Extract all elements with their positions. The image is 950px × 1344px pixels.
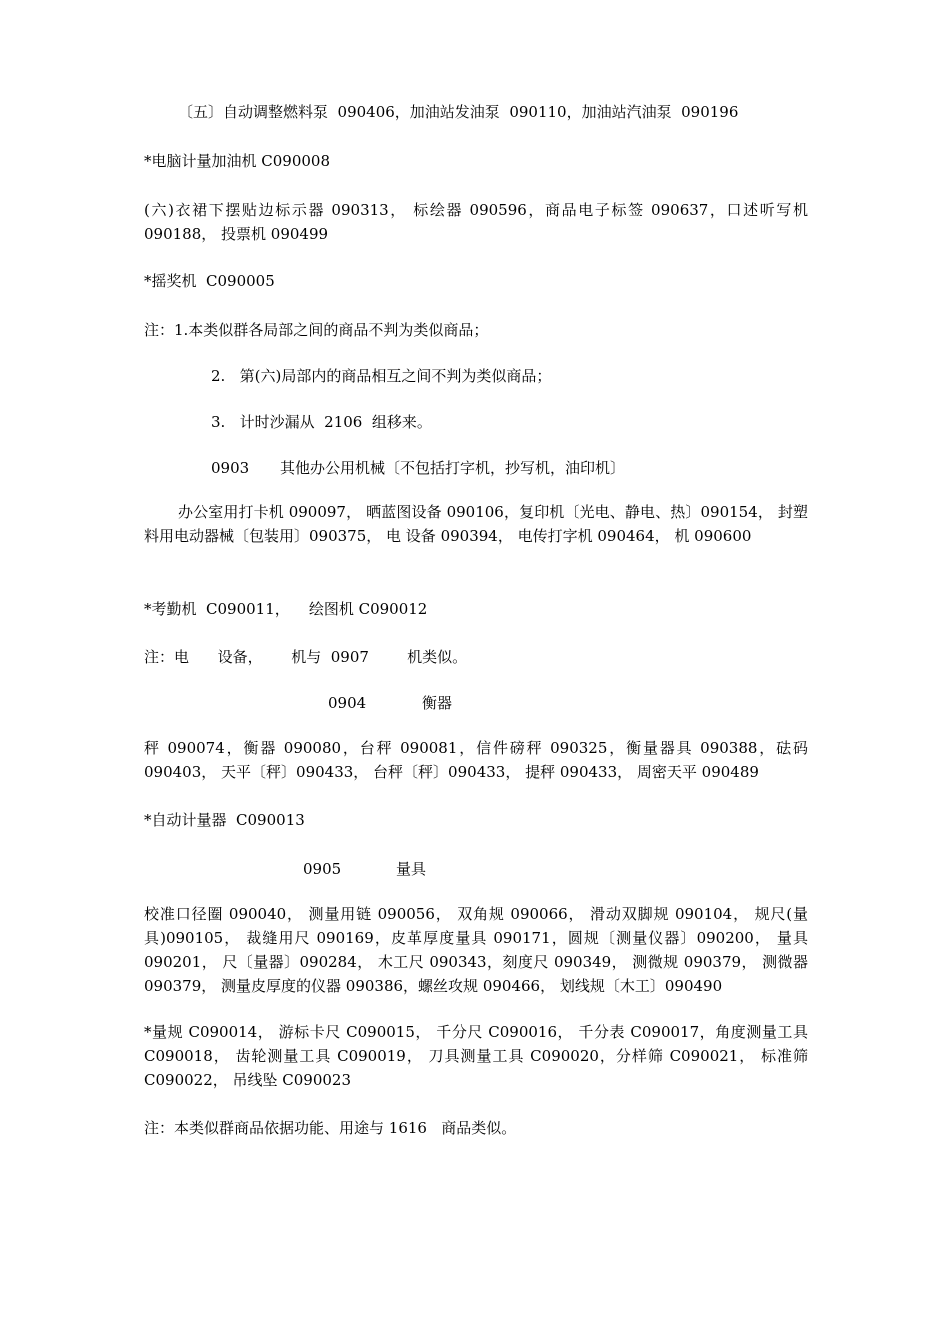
group-0905-star-items: *量规 C090014， 游标卡尺 C090015， 千分尺 C090016， 千分表 C090017，角度测量工具 C090018， 齿轮测量工具 C090019， 刀具测量工具 C090020，分样筛 C090021， 标准筛 C090022， 吊线坠 C090023 bbox=[144, 1023, 808, 1089]
group-0904-title: 衡器 bbox=[422, 694, 453, 712]
group-0903-code: 0903 bbox=[211, 459, 250, 477]
group-0903-items: 办公室用打卡机 090097， 晒蓝图设备 090106，复印机〔光电、静电、热〕090154， 封塑料用电动器械〔包装用〕090375， 电 设备 090394， 电传打字机 090464， 机 090600 bbox=[144, 503, 808, 545]
group-0904-star-items: *自动计量器 C090013 bbox=[144, 811, 305, 829]
item-six-markers: (六)衣裙下摆贴边标示器 090313， 标绘器 090596，商品电子标签 090637，口述听写机 090188， 投票机 090499 bbox=[144, 201, 808, 243]
note-0902-2: 2. 第(六)局部内的商品相互之间不判为类似商品； bbox=[211, 367, 552, 385]
note-0902-3: 3. 计时沙漏从 2106 组移来。 bbox=[211, 413, 432, 431]
group-0903-note: 注：电 设备， 机与 0907 机类似。 bbox=[144, 648, 468, 666]
group-0905-code: 0905 bbox=[303, 860, 342, 878]
group-0903-star-items: *考勤机 C090011， 绘图机 C090012 bbox=[144, 600, 428, 618]
star-item-lottery-machine: *摇奖机 C090005 bbox=[144, 272, 275, 290]
star-item-computer-fuel-dispenser: *电脑计量加油机 C090008 bbox=[144, 152, 331, 170]
group-0904-items: 秤 090074，衡器 090080，台秤 090081，信件磅秤 090325，衡量器具 090388，砝码 090403， 天平〔秤〕090433， 台秤〔秤〕090433， 提秤 090433， 周密天平 090489 bbox=[144, 739, 808, 781]
group-0905-items: 校准口径圈 090040， 测量用链 090056， 双角规 090066， 滑动双脚规 090104， 规尺(量具)090105， 裁缝用尺 090169，皮革厚度量具 090171，圆规〔测量仪器〕090200， 量具 090201， 尺〔量器〕090284， 木工尺 090343，刻度尺 090349， 测微规 090379， 测微器 090379， 测量皮厚度的仪器 090386，螺丝攻规 090466， 划线规〔木工〕090490 bbox=[144, 905, 808, 995]
item-five-fuel-pumps: 〔五〕自动调整燃料泵 090406，加油站发油泵 090110，加油站汽油泵 090196 bbox=[178, 103, 739, 121]
group-0903-title: 其他办公用机械〔不包括打字机，抄写机，油印机〕 bbox=[280, 459, 626, 477]
note-0902-1: 注：1.本类似群各局部之间的商品不判为类似商品； bbox=[144, 321, 489, 339]
group-0905-note: 注：本类似群商品依据功能、用途与 1616 商品类似。 bbox=[144, 1119, 517, 1137]
group-0904-code: 0904 bbox=[328, 694, 367, 712]
group-0905-title: 量具 bbox=[396, 860, 427, 878]
